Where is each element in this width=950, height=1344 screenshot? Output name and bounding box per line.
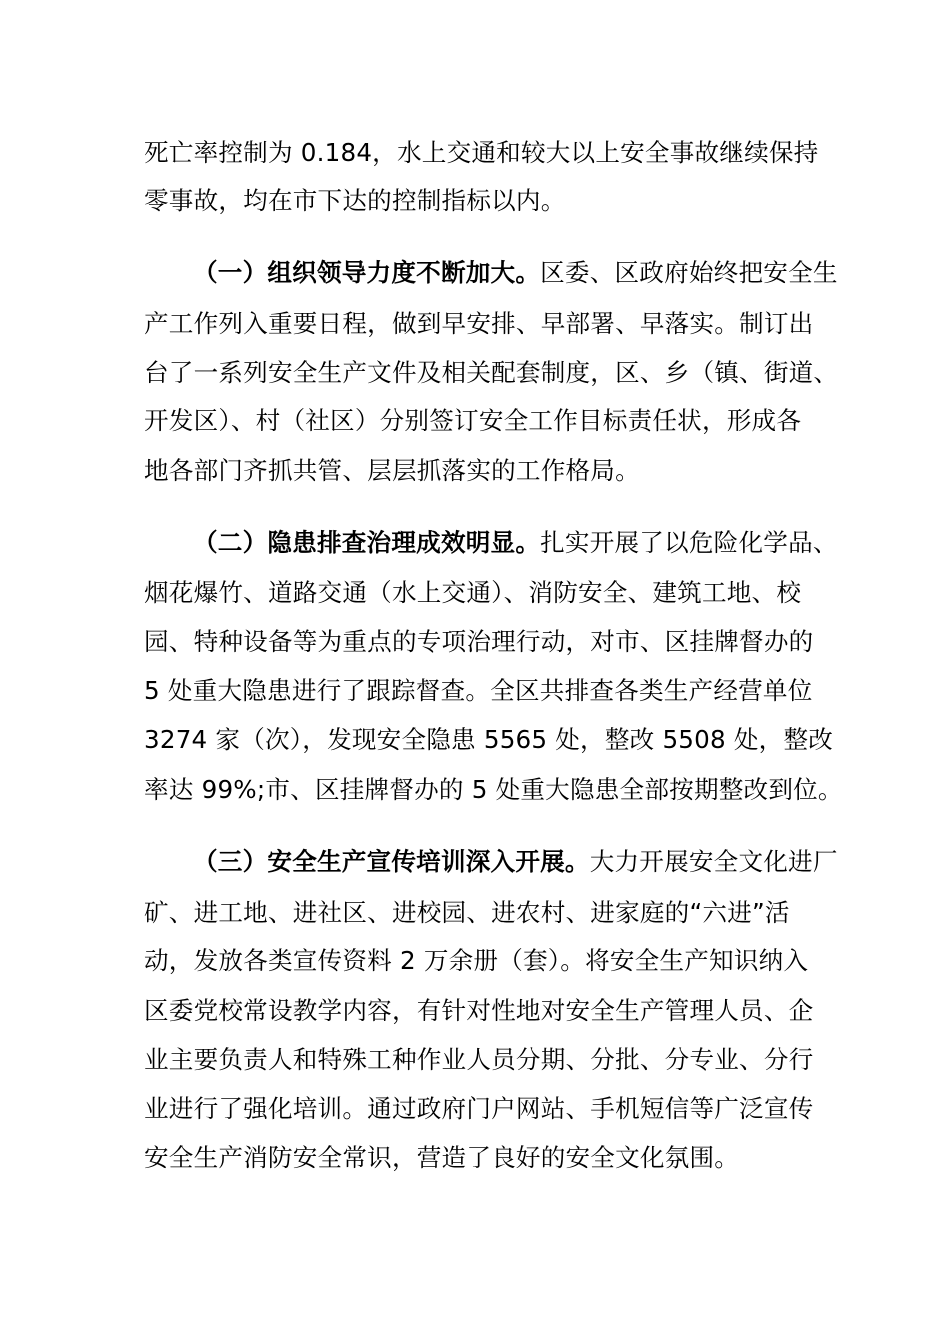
section-2-line: 园、特种设备等为重点的专项治理行动，对市、区挂牌督办的 xyxy=(144,627,814,656)
section-2-first-line-text: 扎实开展了以危险化学品、 xyxy=(540,528,838,557)
section-3-line: 动，发放各类宣传资料 2 万余册（套）。将安全生产知识纳入 xyxy=(144,946,809,975)
section-2-first-line xyxy=(193,519,838,567)
section-2-line: 5 处重大隐患进行了跟踪督查。全区共排查各类生产经营单位 xyxy=(144,676,813,705)
section-1-line: 开发区）、村（社区）分别签订安全工作目标责任状，形成各 xyxy=(144,406,802,435)
section-1-line: 产工作列入重要日程，做到早安排、早部署、早落实。制订出 xyxy=(144,309,814,338)
section-3-line: 安全生产消防安全常识，营造了良好的安全文化氛围。 xyxy=(144,1143,740,1172)
section-2-line: 率达 99%;市、区挂牌督办的 5 处重大隐患全部按期整改到位。 xyxy=(144,775,843,804)
section-1-line: 地各部门齐抓共管、层层抓落实的工作格局。 xyxy=(144,456,640,485)
section-2-heading: （二）隐患排查治理成效明显。 xyxy=(193,528,541,557)
section-1-heading: （一）组织领导力度不断加大。 xyxy=(193,258,541,287)
intro-line-2: 零事故，均在市下达的控制指标以内。 xyxy=(144,186,566,215)
section-2-line: 3274 家（次），发现安全隐患 5565 处，整改 5508 处，整改 xyxy=(144,725,834,754)
section-3-line: 区委党校常设教学内容，有针对性地对安全生产管理人员、企 xyxy=(144,996,814,1025)
section-3-line: 矿、进工地、进社区、进校园、进农村、进家庭的“六进”活 xyxy=(144,898,790,927)
section-1-first-line xyxy=(193,249,838,297)
section-3-line: 业主要负责人和特殊工种作业人员分期、分批、分专业、分行 xyxy=(144,1045,814,1074)
intro-line-1: 死亡率控制为 0.184，水上交通和较大以上安全事故继续保持 xyxy=(144,138,819,167)
section-3-line: 业进行了强化培训。通过政府门户网站、手机短信等广泛宣传 xyxy=(144,1094,814,1123)
section-3-first-line-text: 大力开展安全文化进厂 xyxy=(589,847,838,876)
section-2-line: 烟花爆竹、道路交通（水上交通）、消防安全、建筑工地、校 xyxy=(144,578,802,607)
section-3-first-line xyxy=(193,838,838,886)
section-3-heading: （三）安全生产宣传培训深入开展。 xyxy=(193,847,590,876)
section-1-first-line-text: 区委、区政府始终把安全生 xyxy=(540,258,838,287)
section-1-line: 台了一系列安全生产文件及相关配套制度，区、乡（镇、街道、 xyxy=(144,358,839,387)
